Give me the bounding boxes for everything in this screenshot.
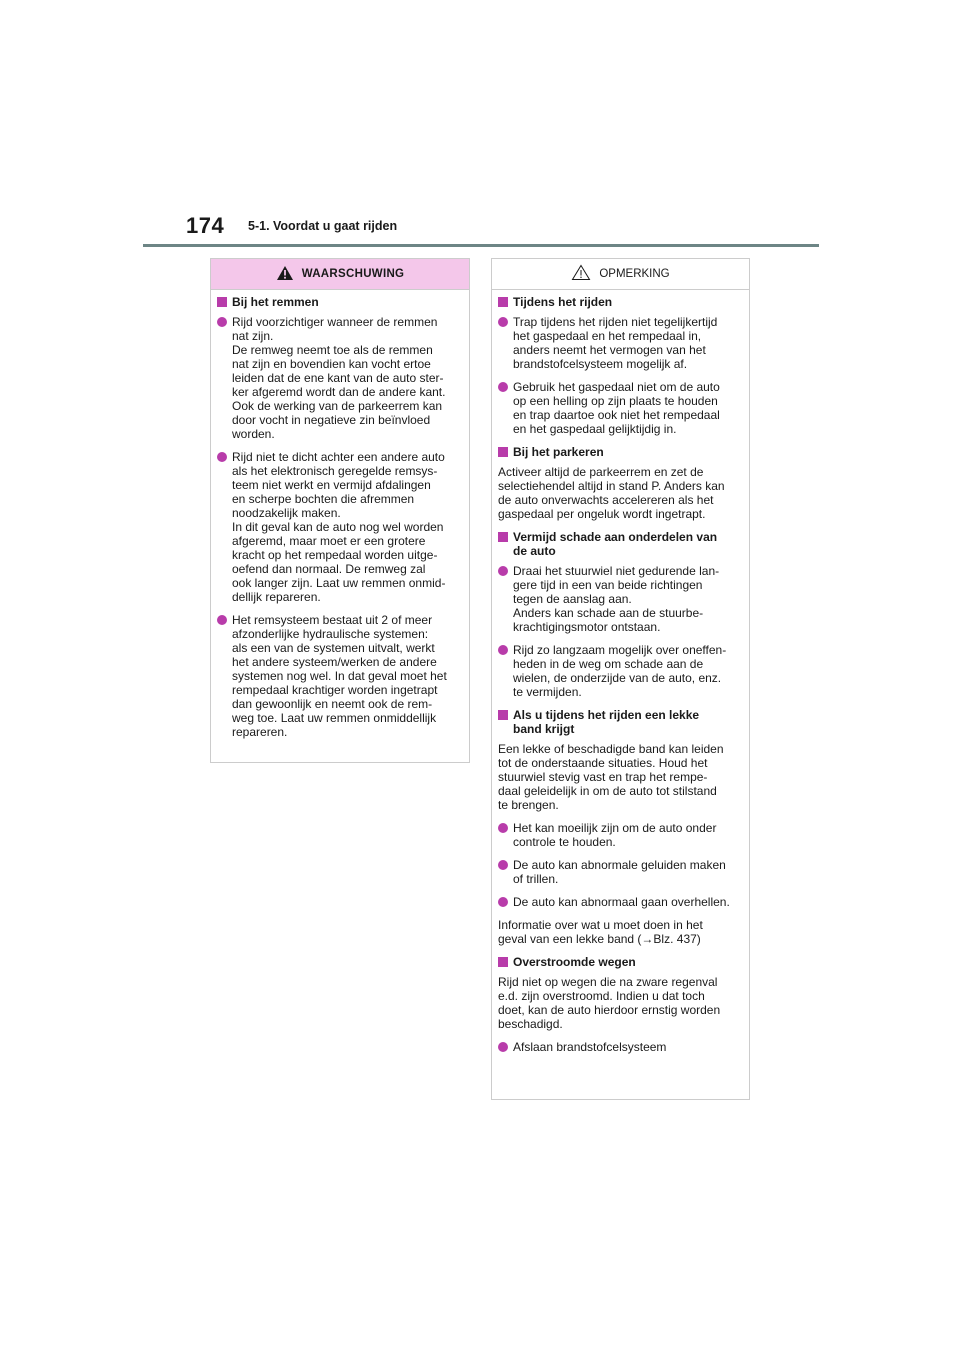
bullet-item bbox=[498, 821, 741, 849]
header-rule bbox=[143, 244, 819, 247]
bullet-text: Rijd niet te dicht achter een andere auto als het elektronisch geregelde remsys- teem niet werkt en vermijd afdalingen en scherpe bochten die afremmen noodzakelijk maken. In dit geval kan de auto nog wel worden afgeremd, maar moet er een grotere kracht op het rempedaal worden uitge- oefend dan normaal. De remweg zal ook langer zijn. Laat uw remmen onmid- dellijk repareren. bbox=[232, 450, 446, 604]
note-box bbox=[491, 258, 750, 1100]
heading-text: Als u tijdens het rijden een lekke band krijgt bbox=[513, 708, 700, 736]
bullet-text: Rijd voorzichtiger wanneer de remmen nat zijn. De remweg neemt toe als de remmen nat zijn en bovendien kan vocht ertoe leiden dat de ene kant van de auto ster- ker afgeremd wordt dan de andere kant. Ook de werking van de parkeerrem kan door vocht in negatieve zin beïnvloed worden. bbox=[232, 315, 446, 441]
note-body bbox=[492, 290, 749, 1060]
heading-text: Bij het remmen bbox=[232, 295, 319, 309]
section-heading bbox=[498, 530, 741, 558]
bullet-text: De auto kan abnormale geluiden maken of trillen. bbox=[513, 858, 726, 886]
bullet-text: Draai het stuurwiel niet gedurende lan- gere tijd in een van beide richtingen tegen de aanslag aan. Anders kan schade aan de stuurbe- krachtigingsmotor ontstaan. bbox=[513, 564, 720, 634]
bullet-text: De auto kan abnormaal gaan overhellen. bbox=[513, 895, 730, 909]
circle-bullet-icon bbox=[498, 382, 508, 392]
caution-outline-triangle-icon bbox=[571, 264, 591, 284]
bullet-text: Afslaan brandstofcelsysteem bbox=[513, 1040, 667, 1054]
bullet-text: Het remsysteem bestaat uit 2 of meer afzonderlijke hydraulische systemen: als een van de systemen uitvalt, werkt het andere systeem/werken de andere systemen nog wel. In dat geval moet het rempedaal krachtiger worden ingetrapt dan gewoonlijk en neemt ook de rem- weg toe. Laat uw remmen onmiddellijk repareren. bbox=[232, 613, 447, 739]
warning-triangle-icon bbox=[276, 265, 294, 284]
bullet-item bbox=[217, 450, 461, 604]
bullet-item bbox=[498, 564, 741, 634]
warning-title: WAARSCHUWING bbox=[301, 268, 405, 280]
page-number: 174 bbox=[186, 213, 225, 238]
bullet-item bbox=[498, 858, 741, 886]
circle-bullet-icon bbox=[217, 615, 227, 625]
section-heading bbox=[498, 708, 741, 736]
bullet-item bbox=[217, 613, 461, 739]
square-bullet-icon bbox=[498, 957, 508, 967]
bullet-item bbox=[498, 895, 741, 909]
bullet-item bbox=[498, 643, 741, 699]
square-bullet-icon bbox=[217, 297, 227, 307]
circle-bullet-icon bbox=[498, 897, 508, 907]
bullet-text: Gebruik het gaspedaal niet om de auto op een helling op zijn plaats te houden en trap daartoe ook niet het rempedaal en het gaspedaal gelijktijdig in. bbox=[513, 380, 720, 436]
bullet-text: Rijd zo langzaam mogelijk over oneffen- heden in de weg om schade aan de wielen, de onderzijde van de auto, enz. te vermijden. bbox=[513, 643, 727, 699]
circle-bullet-icon bbox=[498, 645, 508, 655]
bullet-item bbox=[217, 315, 461, 441]
bullet-text: Het kan moeilijk zijn om de auto onder controle te houden. bbox=[513, 821, 717, 849]
note-header bbox=[492, 259, 749, 290]
bullet-item bbox=[498, 315, 741, 371]
section-heading bbox=[498, 295, 741, 309]
warning-header bbox=[211, 259, 469, 290]
section-heading bbox=[498, 955, 741, 969]
heading-text: Bij het parkeren bbox=[513, 445, 604, 459]
circle-bullet-icon bbox=[498, 317, 508, 327]
bullet-item bbox=[498, 1040, 741, 1054]
paragraph: Informatie over wat u moet doen in het geval van een lekke band (→Blz. 437) bbox=[498, 918, 703, 946]
circle-bullet-icon bbox=[498, 823, 508, 833]
section-heading bbox=[498, 445, 741, 459]
bullet-text: Trap tijdens het rijden niet tegelijkertijd het gaspedaal en het rempedaal in, anders neemt het vermogen van het brandstofcelsysteem mogelijk af. bbox=[513, 315, 718, 371]
square-bullet-icon bbox=[498, 447, 508, 457]
circle-bullet-icon bbox=[217, 452, 227, 462]
circle-bullet-icon bbox=[498, 566, 508, 576]
square-bullet-icon bbox=[498, 297, 508, 307]
circle-bullet-icon bbox=[498, 1042, 508, 1052]
warning-box bbox=[210, 258, 470, 763]
heading-text: Overstroomde wegen bbox=[513, 955, 636, 969]
square-bullet-icon bbox=[498, 532, 508, 542]
heading-text: Tijdens het rijden bbox=[513, 295, 613, 309]
paragraph: Een lekke of beschadigde band kan leiden tot de onderstaande situaties. Houd het stuurwiel stevig vast en trap het rempe- daal geleidelijk in om de auto tot stilstand te brengen. bbox=[498, 742, 724, 812]
note-title: OPMERKING bbox=[599, 268, 670, 280]
bullet-item bbox=[498, 380, 741, 436]
paragraph: Rijd niet op wegen die na zware regenval e.d. zijn overstroomd. Indien u dat toch doet, kan de auto hierdoor ernstig worden beschadigd. bbox=[498, 975, 721, 1031]
heading-text: Vermijd schade aan onderdelen van de auto bbox=[513, 530, 718, 558]
paragraph: Activeer altijd de parkeerrem en zet de selectiehendel altijd in stand P. Anders kan de auto onverwachts accelereren als het gaspedaal per ongeluk wordt ingetrapt. bbox=[498, 465, 725, 521]
circle-bullet-icon bbox=[498, 860, 508, 870]
section-heading bbox=[217, 295, 461, 309]
section-title: 5-1. Voordat u gaat rijden bbox=[248, 219, 398, 233]
circle-bullet-icon bbox=[217, 317, 227, 327]
square-bullet-icon bbox=[498, 710, 508, 720]
warning-body bbox=[211, 290, 469, 745]
